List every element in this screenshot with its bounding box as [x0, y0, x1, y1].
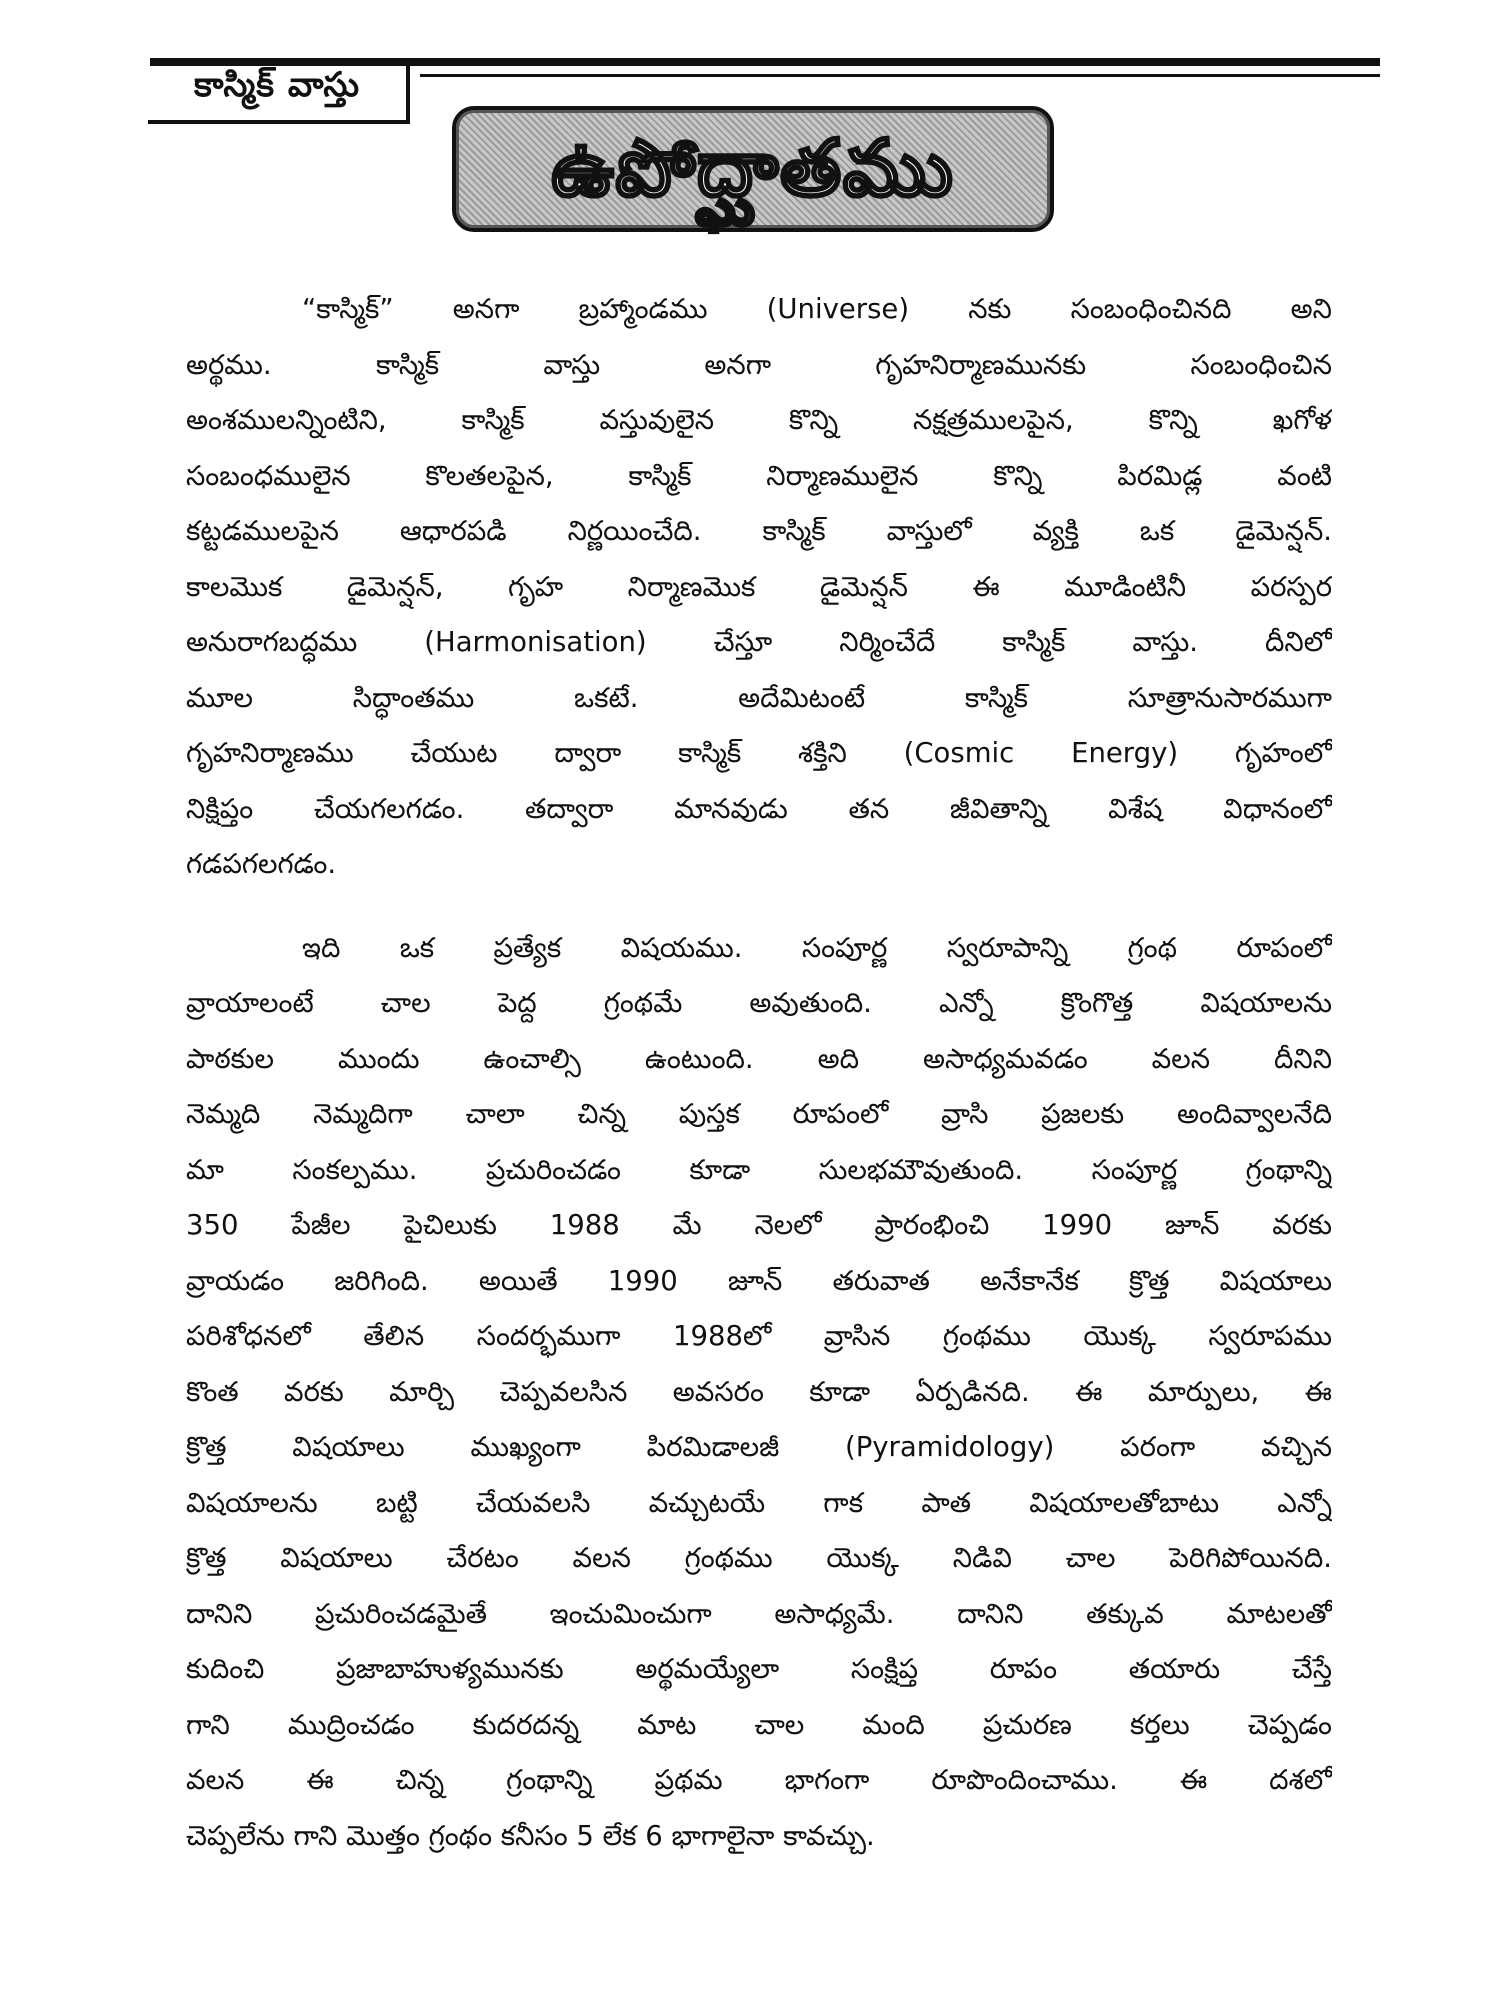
- text-line: కట్టడములపైన ఆధారపడి నిర్ణయించేది. కాస్మిక్ వాస్తులో వ్యక్తి ఒక డైమెన్షన్.: [186, 515, 1332, 547]
- text-line: గడపగలగడం.: [186, 848, 337, 880]
- text-line: “కాస్మిక్” అనగా బ్రహ్మాండము (Universe) నకు సంబంధించినది అని: [302, 293, 1332, 325]
- text-line: విషయాలను బట్టి చేయవలసి వచ్చుటయే గాక పాత విషయాలతోబాటు ఎన్నో: [186, 1486, 1332, 1519]
- text-line: నెమ్మది నెమ్మదిగా చాలా చిన్న పుస్తక రూపంలో వ్రాసి ప్రజలకు అందివ్వాలనేది: [186, 1098, 1332, 1130]
- paragraph-gap: [186, 893, 1332, 921]
- text-line: పాఠకుల ముందు ఉంచాల్సి ఉంటుంది. అది అసాధ్యమవడం వలన దీనిని: [186, 1042, 1332, 1075]
- text-line: కుదించి ప్రజాబాహుళ్యమునకు అర్థమయ్యేలా సంక్షిప్త రూపం తయారు చేస్తే: [186, 1653, 1332, 1685]
- text-line: అర్థము. కాస్మిక్ వాస్తు అనగా గృహనిర్మాణమునకు సంబంధించిన: [186, 348, 1332, 381]
- header-rule-thin: [420, 74, 1380, 77]
- running-head-title: కాస్మిక్ వాస్తు: [148, 58, 410, 124]
- text-line: మూల సిద్ధాంతము ఒకటే. అదేమిటంటే కాస్మిక్ సూత్రానుసారముగా: [186, 681, 1332, 714]
- text-line: వ్రాయాలంటే చాల పెద్ద గ్రంథమే అవుతుంది. ఎన్నో క్రొంగొత్త విషయాలను: [186, 987, 1332, 1019]
- text-line: ఇది ఒక ప్రత్యేక విషయము. సంపూర్ణ స్వరూపాన్ని గ్రంథ రూపంలో: [302, 931, 1332, 964]
- text-line: వ్రాయడం జరిగింది. అయితే 1990 జూన్ తరువాత అనేకానేక క్రొత్త విషయాలు: [186, 1264, 1332, 1297]
- body-text: [186, 282, 1332, 1864]
- text-line: గాని ముద్రించడం కుదరదన్న మాట చాల మంది ప్రచురణ కర్తలు చెప్పడం: [186, 1708, 1332, 1741]
- text-line: అనురాగబద్ధము (Harmonisation) చేస్తూ నిర్మించేదే కాస్మిక్ వాస్తు. దీనిలో: [186, 626, 1332, 658]
- text-line: మా సంకల్పము. ప్రచురించడం కూడా సులభమౌవుతుంది. సంపూర్ణ గ్రంథాన్ని: [186, 1153, 1332, 1186]
- text-line: చెప్పలేను గాని మొత్తం గ్రంథం కనీసం 5 లేక 6 భాగాలైనా కావచ్చు.: [186, 1819, 875, 1852]
- text-line: వలన ఈ చిన్న గ్రంథాన్ని ప్రథమ భాగంగా రూపొందించాము. ఈ దశలో: [186, 1764, 1332, 1796]
- text-line: నిక్షిప్తం చేయగలగడం. తద్వారా మానవుడు తన జీవితాన్ని విశేష విధానంలో: [186, 792, 1332, 825]
- paragraph-1: [186, 282, 1332, 893]
- text-line: 350 పేజీల పైచిలుకు 1988 మే నెలలో ప్రారంభించి 1990 జూన్ వరకు: [186, 1209, 1332, 1241]
- text-line: క్రొత్త విషయాలు చేరటం వలన గ్రంథము యొక్క నిడివి చాల పెరిగిపోయినది.: [186, 1542, 1332, 1574]
- text-line: గృహనిర్మాణము చేయుట ద్వారా కాస్మిక్ శక్తిని (Cosmic Energy) గృహంలో: [186, 737, 1332, 769]
- text-line: పరిశోధనలో తేలిన సందర్భముగా 1988లో వ్రాసిన గ్రంథము యొక్క స్వరూపము: [186, 1320, 1332, 1352]
- paragraph-2: [186, 921, 1332, 1865]
- chapter-title-plate: [452, 106, 1054, 232]
- text-line: కొంత వరకు మార్చి చెప్పవలసిన అవసరం కూడా ఏర్పడినది. ఈ మార్పులు, ఈ: [186, 1375, 1332, 1408]
- text-line: అంశములన్నింటిని, కాస్మిక్ వస్తువులైన కొన్ని నక్షత్రములపైన, కొన్ని ఖగోళ: [186, 404, 1332, 436]
- text-line: కాలమొక డైమెన్షన్, గృహ నిర్మాణమొక డైమెన్షన్ ఈ మూడింటినీ పరస్పర: [186, 570, 1332, 603]
- text-line: క్రొత్త విషయాలు ముఖ్యంగా పిరమిడాలజీ (Pyramidology) పరంగా వచ్చిన: [186, 1431, 1332, 1463]
- text-line: దానిని ప్రచురించడమైతే ఇంచుమించుగా అసాధ్యమే. దానిని తక్కువ మాటలతో: [186, 1597, 1332, 1630]
- text-line: సంబంధములైన కొలతలపైన, కాస్మిక్ నిర్మాణములైన కొన్ని పిరమిడ్ల వంటి: [186, 459, 1332, 492]
- chapter-title: ఉపోద్ఘాతము: [551, 124, 955, 214]
